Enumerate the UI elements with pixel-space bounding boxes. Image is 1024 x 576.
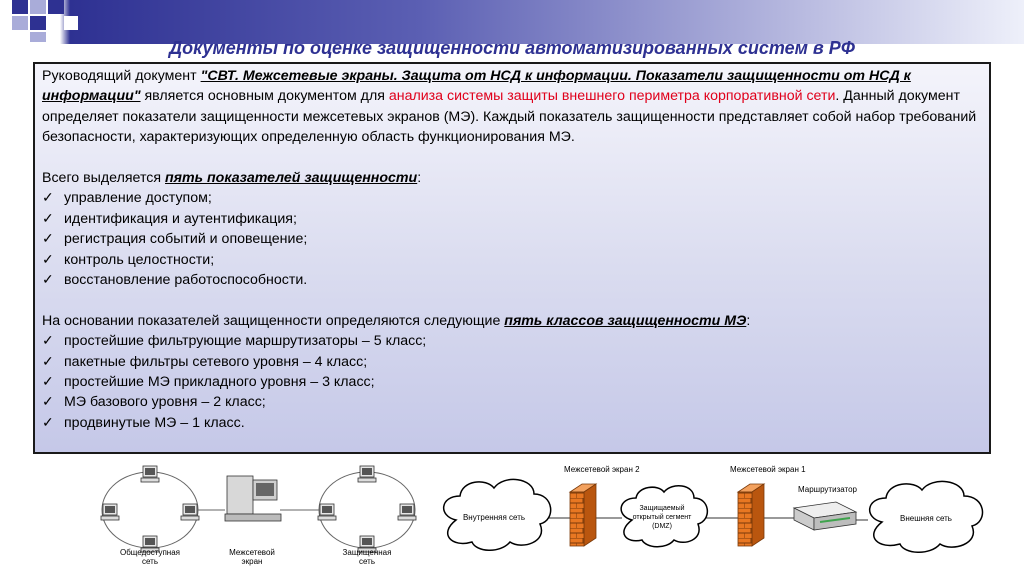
list-item: ✓ продвинутые МЭ – 1 класс. xyxy=(42,413,982,433)
check-icon: ✓ xyxy=(42,414,54,431)
computer-icon xyxy=(101,504,119,520)
router-icon xyxy=(794,502,856,530)
content-text xyxy=(42,66,982,433)
dmz-cloud xyxy=(621,486,707,547)
check-icon: ✓ xyxy=(42,272,54,289)
deco-square xyxy=(30,16,46,30)
label-router: Маршрутизатор xyxy=(798,485,857,494)
deco-square xyxy=(48,0,64,14)
list-item: ✓ простейшие МЭ прикладного уровня – 3 класс; xyxy=(42,372,982,392)
external-network-cloud xyxy=(870,481,983,552)
label-firewall: Межсетевой экран xyxy=(229,548,275,566)
deco-square xyxy=(12,16,28,30)
highlight-text: анализа системы защиты внешнего периметра корпоративной сети xyxy=(388,88,836,105)
list-item: ✓ восстановление работоспособности. xyxy=(42,270,982,290)
label-firewall-1: Межсетевой экран 1 xyxy=(730,465,806,474)
list-item: ✓ МЭ базового уровня – 2 класс; xyxy=(42,392,982,412)
firewall-2-icon xyxy=(570,484,596,546)
svg-text:Внешняя сеть: Внешняя сеть xyxy=(900,514,952,523)
computer-icon xyxy=(398,504,416,520)
network-diagram-simple xyxy=(95,458,425,576)
list-item: ✓ простейшие фильтрующие маршрутизаторы – 5 класс; xyxy=(42,331,982,351)
check-icon: ✓ xyxy=(42,374,54,391)
check-icon: ✓ xyxy=(42,394,54,411)
list-item: ✓ управление доступом; xyxy=(42,188,982,208)
classes-emph: пять классов защищенности МЭ xyxy=(504,312,747,329)
check-icon: ✓ xyxy=(42,190,54,207)
check-icon: ✓ xyxy=(42,231,54,248)
paragraph-classes: На основании показателей защищенности определяются следующие пять классов защищенности МЭ: xyxy=(42,312,751,329)
computer-icon xyxy=(181,504,199,520)
internal-network-cloud xyxy=(444,479,551,550)
svg-text:Защищаемыйоткрытый сегмент(DMZ: Защищаемый открытый сегмент (DMZ) xyxy=(632,505,692,530)
paragraph-indicators: Всего выделяется пять показателей защищенности: xyxy=(42,170,422,187)
firewall-server-icon xyxy=(225,476,281,521)
deco-square xyxy=(64,16,78,30)
deco-square xyxy=(30,0,46,14)
firewall-1-icon xyxy=(738,484,764,546)
list-item: ✓ пакетные фильтры сетевого уровня – 4 класс; xyxy=(42,352,982,372)
deco-square xyxy=(12,0,28,14)
label-protected-network: Защищенная сеть xyxy=(342,548,392,566)
network-diagram-dmz xyxy=(436,458,1024,576)
slide-title: Документы по оценке защищенности автоматизированных систем в РФ xyxy=(169,38,855,58)
check-icon: ✓ xyxy=(42,210,54,227)
list-item: ✓ регистрация событий и оповещение; xyxy=(42,229,982,249)
list-item: ✓ контроль целостности; xyxy=(42,250,982,270)
paragraph-intro: Руководящий документ "СВТ. Межсетевые экраны. Защита от НСД к информации. Показатели защищенности от НСД к информации" является основным документом для анализа системы защиты внешнего периметра корпоративной сети. Данный документ определяет показатели защищенности межсетевых экранов (МЭ). Каждый показатель защищенности представляет собой набор требований безопасности, характеризующих определенную область функционирования МЭ. xyxy=(42,68,977,146)
indicators-emph: пять показателей защищенности xyxy=(165,170,418,187)
computer-icon xyxy=(318,504,336,520)
list-item: ✓ идентификация и аутентификация; xyxy=(42,209,982,229)
check-icon: ✓ xyxy=(42,251,54,268)
label-public-network: Общедоступная сеть xyxy=(120,548,180,566)
computer-icon xyxy=(358,466,376,482)
computer-icon xyxy=(141,466,159,482)
label-firewall-2: Межсетевой экран 2 xyxy=(564,465,640,474)
document-name: "СВТ. Межсетевые экраны. Защита от НСД к информации. Показатели защищенности от НСД к информации" xyxy=(42,68,911,105)
check-icon: ✓ xyxy=(42,353,54,370)
svg-text:Внутренняя сеть: Внутренняя сеть xyxy=(462,513,526,522)
check-icon: ✓ xyxy=(42,333,54,350)
